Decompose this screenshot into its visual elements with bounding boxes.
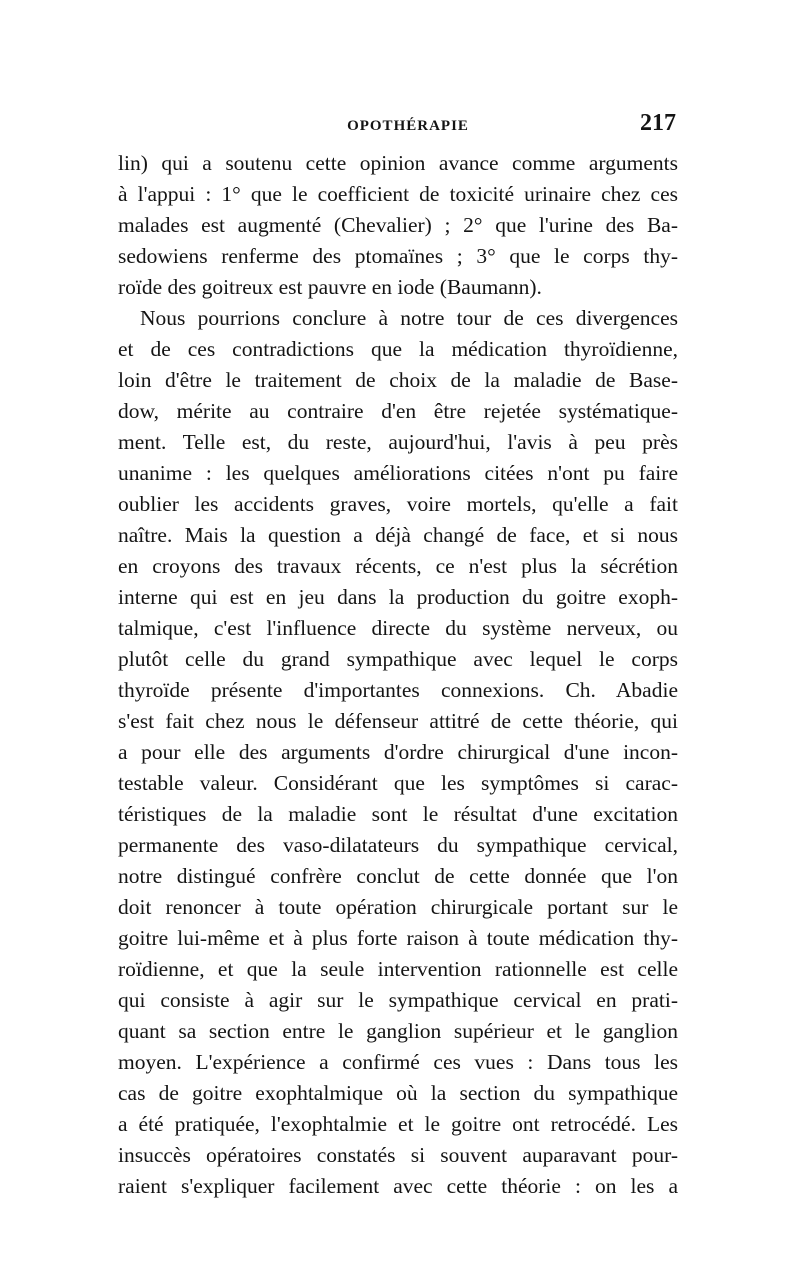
text-line: cas de goitre exophtalmique où la section du sympathique [118, 1081, 678, 1105]
text-line: en croyons des travaux récents, ce n'est plus la sécrétion [118, 554, 678, 578]
text-line: insuccès opératoires constatés si souvent auparavant pour- [118, 1143, 678, 1167]
text-line: thyroïde présente d'importantes connexions. Ch. Abadie [118, 678, 678, 702]
text-line: testable valeur. Considérant que les symptômes si carac- [118, 771, 678, 795]
text-line: téristiques de la maladie sont le résultat d'une excitation [118, 802, 678, 826]
text-line: a pour elle des arguments d'ordre chirurgical d'une incon- [118, 740, 678, 764]
text-line: goitre lui-même et à plus forte raison à toute médication thy- [118, 926, 678, 950]
text-line: à l'appui : 1° que le coefficient de toxicité urinaire chez ces [118, 182, 678, 206]
running-title: OPOTHÉRAPIE [347, 118, 469, 134]
text-line: oublier les accidents graves, voire mortels, qu'elle a fait [118, 492, 678, 516]
text-line: malades est augmenté (Chevalier) ; 2° que l'urine des Ba- [118, 213, 678, 237]
text-line: interne qui est en jeu dans la production du goitre exoph- [118, 585, 678, 609]
text-line: ment. Telle est, du reste, aujourd'hui, l'avis à peu près [118, 430, 678, 454]
text-line: qui consiste à agir sur le sympathique cervical en prati- [118, 988, 678, 1012]
text-line: a été pratiquée, l'exophtalmie et le goitre ont retrocédé. Les [118, 1112, 678, 1136]
text-line: talmique, c'est l'influence directe du système nerveux, ou [118, 616, 678, 640]
text-line: dow, mérite au contraire d'en être rejetée systématique- [118, 399, 678, 423]
text-line: sedowiens renferme des ptomaïnes ; 3° que le corps thy- [118, 244, 678, 268]
text-line: doit renoncer à toute opération chirurgicale portant sur le [118, 895, 678, 919]
text-line: lin) qui a soutenu cette opinion avance comme arguments [118, 151, 678, 175]
text-line: quant sa section entre le ganglion supérieur et le ganglion [118, 1019, 678, 1043]
text-line: notre distingué confrère conclut de cette donnée que l'on [118, 864, 678, 888]
text-line: moyen. L'expérience a confirmé ces vues : Dans tous les [118, 1050, 678, 1074]
body-text [118, 148, 678, 1202]
text-line: raient s'expliquer facilement avec cette théorie : on les a [118, 1174, 678, 1198]
text-line: naître. Mais la question a déjà changé de face, et si nous [118, 523, 678, 547]
text-line: plutôt celle du grand sympathique avec lequel le corps [118, 647, 678, 671]
text-line: roïde des goitreux est pauvre en iode (Baumann). [118, 275, 542, 299]
text-line: s'est fait chez nous le défenseur attitré de cette théorie, qui [118, 709, 678, 733]
text-line: et de ces contradictions que la médication thyroïdienne, [118, 337, 678, 361]
text-line: roïdienne, et que la seule intervention rationnelle est celle [118, 957, 678, 981]
running-head [118, 110, 678, 146]
page-number: 217 [640, 110, 676, 136]
text-line: permanente des vaso-dilatateurs du sympathique cervical, [118, 833, 678, 857]
text-line: unanime : les quelques améliorations citées n'ont pu faire [118, 461, 678, 485]
paragraph-start-line: Nous pourrions conclure à notre tour de ces divergences [140, 306, 678, 330]
text-line: loin d'être le traitement de choix de la maladie de Base- [118, 368, 678, 392]
